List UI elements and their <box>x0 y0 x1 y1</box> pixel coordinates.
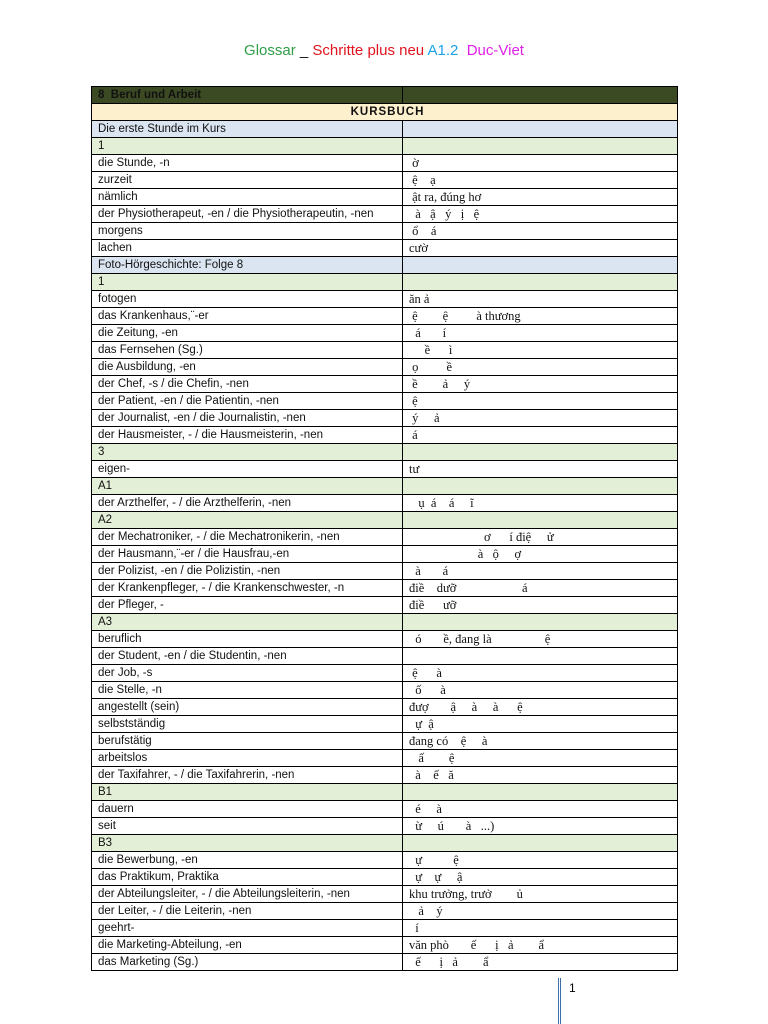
vietnamese-translation: á í <box>403 325 678 342</box>
vocab-row <box>92 818 678 835</box>
exercise-row <box>92 478 678 495</box>
empty-cell <box>403 121 678 138</box>
german-term: die Zeitung, -en <box>92 325 403 342</box>
title-glossar: Glossar <box>244 42 296 59</box>
german-term: selbstständig <box>92 716 403 733</box>
section-title: Die erste Stunde im Kurs <box>92 121 403 138</box>
vietnamese-translation <box>403 648 678 665</box>
vietnamese-translation: é à <box>403 801 678 818</box>
vietnamese-translation: ự ậ <box>403 716 678 733</box>
german-term: der Taxifahrer, - / die Taxifahrerin, -nen <box>92 767 403 784</box>
vietnamese-translation: ăn ả <box>403 291 678 308</box>
chapter-header <box>92 87 403 104</box>
exercise-row <box>92 835 678 852</box>
german-term: die Stunde, -n <box>92 155 403 172</box>
title-book: Schritte plus neu <box>312 42 425 59</box>
vietnamese-translation: ề ì <box>403 342 678 359</box>
chapter-number: 8 <box>98 89 105 101</box>
title-level: A1.2 <box>427 42 459 59</box>
vietnamese-translation: ó ề, đang là ệ <box>403 631 678 648</box>
vocab-row <box>92 223 678 240</box>
german-term: arbeitslos <box>92 750 403 767</box>
german-term: die Bewerbung, -en <box>92 852 403 869</box>
vocab-row <box>92 733 678 750</box>
empty-cell <box>403 274 678 291</box>
vocab-row <box>92 155 678 172</box>
section-header-row <box>92 121 678 138</box>
vietnamese-translation: cườ <box>403 240 678 257</box>
vietnamese-translation: á <box>403 427 678 444</box>
german-term: der Arzthelfer, - / die Arzthelferin, -nen <box>92 495 403 512</box>
vietnamese-translation: văn phò ế ị ả ẩ <box>403 937 678 954</box>
german-term: nämlich <box>92 189 403 206</box>
german-term: der Journalist, -en / die Journalistin, -nen <box>92 410 403 427</box>
vietnamese-translation: ý ả <box>403 410 678 427</box>
vocab-row <box>92 852 678 869</box>
book-title: KURSBUCH <box>92 104 678 121</box>
vietnamese-translation: điề ưỡ <box>403 597 678 614</box>
german-term: die Marketing-Abteilung, -en <box>92 937 403 954</box>
vietnamese-translation: ự ệ <box>403 852 678 869</box>
empty-cell <box>403 138 678 155</box>
vocab-row <box>92 750 678 767</box>
german-term: der Patient, -en / die Patientin, -nen <box>92 393 403 410</box>
vietnamese-translation: à ộ ợ <box>403 546 678 563</box>
german-term: der Polizist, -en / die Polizistin, -nen <box>92 563 403 580</box>
exercise-label: 3 <box>92 444 403 461</box>
page-number: 1 <box>558 978 576 1024</box>
section-header-row <box>92 257 678 274</box>
vocab-row <box>92 325 678 342</box>
vietnamese-translation: ệ ạ <box>403 172 678 189</box>
vocab-row <box>92 495 678 512</box>
german-term: fotogen <box>92 291 403 308</box>
vietnamese-translation: đượ ậ à à ệ <box>403 699 678 716</box>
german-term: die Stelle, -n <box>92 682 403 699</box>
german-term: lachen <box>92 240 403 257</box>
german-term: angestellt (sein) <box>92 699 403 716</box>
german-term: das Fernsehen (Sg.) <box>92 342 403 359</box>
vietnamese-translation: điề dưỡ á <box>403 580 678 597</box>
vocab-row <box>92 869 678 886</box>
vietnamese-translation: à ậ ý ị ệ <box>403 206 678 223</box>
german-term: berufstätig <box>92 733 403 750</box>
vocab-row <box>92 682 678 699</box>
vocab-row <box>92 529 678 546</box>
vocab-row <box>92 427 678 444</box>
vocab-row <box>92 886 678 903</box>
vocab-row <box>92 291 678 308</box>
vocab-row <box>92 546 678 563</box>
chapter-header-row <box>92 87 678 104</box>
vietnamese-translation: ấ ệ <box>403 750 678 767</box>
empty-cell <box>403 444 678 461</box>
vietnamese-translation: đang có ệ à <box>403 733 678 750</box>
exercise-row <box>92 444 678 461</box>
vietnamese-translation: tư <box>403 461 678 478</box>
chapter-header-pad <box>403 87 678 104</box>
german-term: zurzeit <box>92 172 403 189</box>
vocab-row <box>92 716 678 733</box>
vocab-row <box>92 359 678 376</box>
exercise-label: B3 <box>92 835 403 852</box>
german-term: der Student, -en / die Studentin, -nen <box>92 648 403 665</box>
empty-cell <box>403 614 678 631</box>
german-term: dauern <box>92 801 403 818</box>
vocab-row <box>92 410 678 427</box>
vocab-row <box>92 665 678 682</box>
vocab-row <box>92 597 678 614</box>
exercise-label: 1 <box>92 138 403 155</box>
section-title: Foto-Hörgeschichte: Folge 8 <box>92 257 403 274</box>
vocab-row <box>92 937 678 954</box>
german-term: der Hausmeister, - / die Hausmeisterin, -nen <box>92 427 403 444</box>
vietnamese-translation: ả ý <box>403 903 678 920</box>
vietnamese-translation: ố à <box>403 682 678 699</box>
glossary-body <box>92 87 678 971</box>
german-term: das Marketing (Sg.) <box>92 954 403 971</box>
german-term: der Physiotherapeut, -en / die Physiotherapeutin, -nen <box>92 206 403 223</box>
vocab-row <box>92 240 678 257</box>
vietnamese-translation: ệ à <box>403 665 678 682</box>
german-term: der Abteilungsleiter, - / die Abteilungsleiterin, -nen <box>92 886 403 903</box>
german-term: seit <box>92 818 403 835</box>
vietnamese-translation: ơ í điệ ử <box>403 529 678 546</box>
exercise-label: B1 <box>92 784 403 801</box>
vocab-row <box>92 206 678 223</box>
vietnamese-translation: ụ á á ĩ <box>403 495 678 512</box>
german-term: eigen- <box>92 461 403 478</box>
vocab-row <box>92 954 678 971</box>
vietnamese-translation: ế ị ả ẩ <box>403 954 678 971</box>
vocab-row <box>92 393 678 410</box>
vocab-row <box>92 461 678 478</box>
empty-cell <box>403 835 678 852</box>
empty-cell <box>403 512 678 529</box>
vietnamese-translation: khu trưởng, trưở ủ <box>403 886 678 903</box>
vocab-row <box>92 801 678 818</box>
vietnamese-translation: ọ ề <box>403 359 678 376</box>
german-term: geehrt- <box>92 920 403 937</box>
vietnamese-translation: à á <box>403 563 678 580</box>
vietnamese-translation: ừ ú à ...) <box>403 818 678 835</box>
vocab-row <box>92 920 678 937</box>
german-term: der Leiter, - / die Leiterin, -nen <box>92 903 403 920</box>
vietnamese-translation: ờ <box>403 155 678 172</box>
exercise-row <box>92 614 678 631</box>
german-term: das Praktikum, Praktika <box>92 869 403 886</box>
vocab-row <box>92 699 678 716</box>
document-title <box>0 42 768 59</box>
german-term: der Pfleger, - <box>92 597 403 614</box>
vocab-row <box>92 342 678 359</box>
vocab-row <box>92 648 678 665</box>
vietnamese-translation: ệ <box>403 393 678 410</box>
vietnamese-translation: ổ á <box>403 223 678 240</box>
glossary-table <box>91 86 678 971</box>
exercise-row <box>92 512 678 529</box>
chapter-title: Beruf und Arbeit <box>110 89 202 101</box>
vietnamese-translation: ự ự ậ <box>403 869 678 886</box>
vietnamese-translation: ật ra, đúng hơ <box>403 189 678 206</box>
exercise-label: A2 <box>92 512 403 529</box>
vocab-row <box>92 767 678 784</box>
vocab-row <box>92 308 678 325</box>
vietnamese-translation: à ế ă <box>403 767 678 784</box>
empty-cell <box>403 257 678 274</box>
vocab-row <box>92 580 678 597</box>
title-language: Duc-Viet <box>466 42 524 59</box>
german-term: der Chef, -s / die Chefin, -nen <box>92 376 403 393</box>
vietnamese-translation: í <box>403 920 678 937</box>
vocab-row <box>92 631 678 648</box>
exercise-label: A3 <box>92 614 403 631</box>
german-term: der Job, -s <box>92 665 403 682</box>
title-separator: _ <box>295 42 313 59</box>
vocab-row <box>92 376 678 393</box>
exercise-label: A1 <box>92 478 403 495</box>
vocab-row <box>92 903 678 920</box>
exercise-row <box>92 138 678 155</box>
german-term: beruflich <box>92 631 403 648</box>
vietnamese-translation: ề ả ý <box>403 376 678 393</box>
german-term: morgens <box>92 223 403 240</box>
german-term: der Krankenpfleger, - / die Krankenschwester, -n <box>92 580 403 597</box>
exercise-label: 1 <box>92 274 403 291</box>
german-term: das Krankenhaus,¨-er <box>92 308 403 325</box>
vietnamese-translation: ệ ệ à thương <box>403 308 678 325</box>
empty-cell <box>403 784 678 801</box>
german-term: der Mechatroniker, - / die Mechatronikerin, -nen <box>92 529 403 546</box>
vocab-row <box>92 563 678 580</box>
vocab-row <box>92 189 678 206</box>
german-term: der Hausmann,¨-er / die Hausfrau,-en <box>92 546 403 563</box>
exercise-row <box>92 274 678 291</box>
empty-cell <box>403 478 678 495</box>
book-header-row <box>92 104 678 121</box>
german-term: die Ausbildung, -en <box>92 359 403 376</box>
vocab-row <box>92 172 678 189</box>
exercise-row <box>92 784 678 801</box>
